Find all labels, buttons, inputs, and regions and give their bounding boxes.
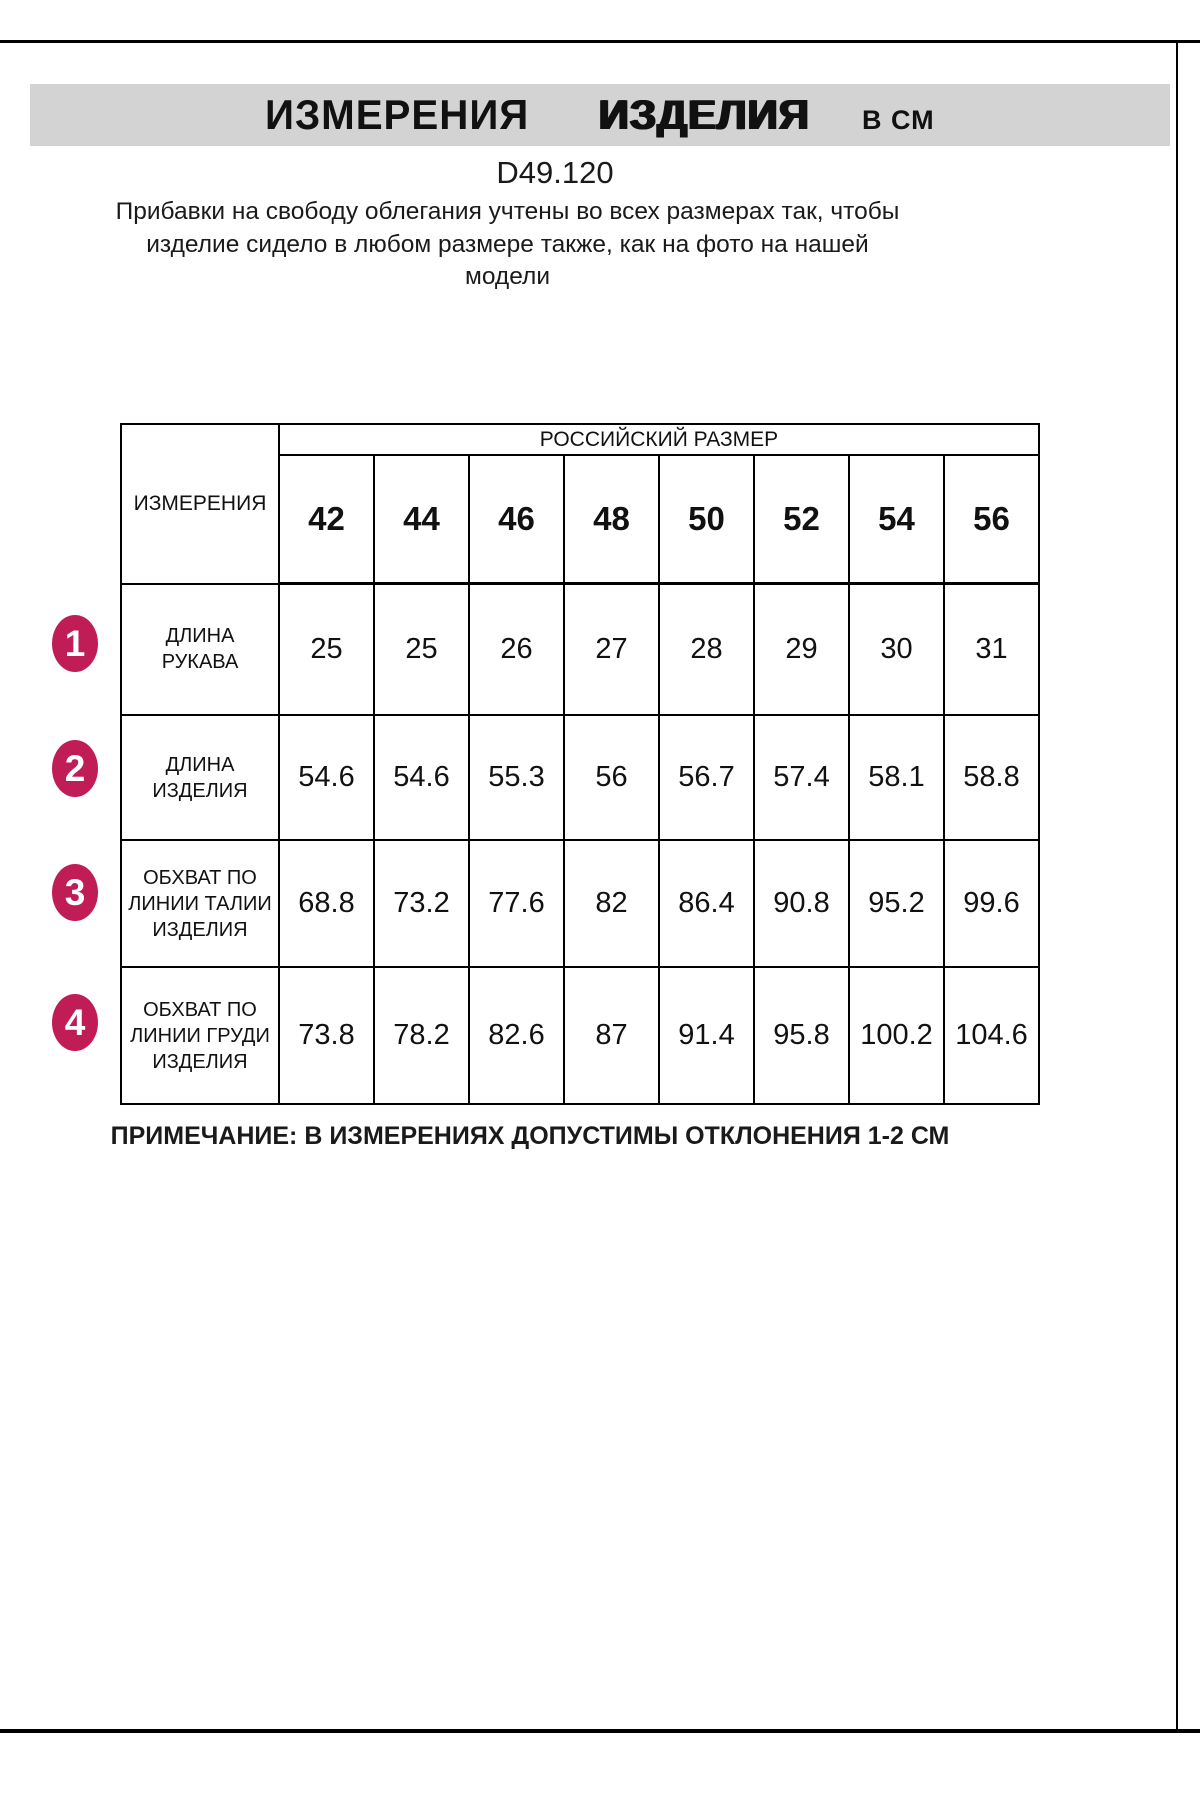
row-number-badge-3: 3: [52, 864, 98, 921]
size-header-50: 50: [659, 455, 754, 584]
article-code: D49.120: [496, 155, 614, 190]
value-cell: 86.4: [659, 840, 754, 967]
row-label: ОБХВАТ ПО ЛИНИИ ГРУДИ ИЗДЕЛИЯ: [121, 967, 279, 1104]
value-cell: 56: [564, 715, 659, 840]
table-row-chest-girth: [121, 967, 1039, 1104]
value-cell: 30: [849, 584, 944, 716]
value-cell: 29: [754, 584, 849, 716]
value-cell: 87: [564, 967, 659, 1104]
table-row-garment-length: [121, 715, 1039, 840]
value-cell: 95.2: [849, 840, 944, 967]
title-word-izmereniya: ИЗМЕРЕНИЯ: [265, 91, 530, 138]
tolerance-note: ПРИМЕЧАНИЕ: В ИЗМЕРЕНИЯХ ДОПУСТИМЫ ОТКЛОНЕНИЯ 1-2 СМ: [110, 1122, 950, 1150]
value-cell: 25: [374, 584, 469, 716]
fit-note-line-3: модели: [464, 263, 551, 291]
value-cell: 73.8: [279, 967, 374, 1104]
value-cell: 82.6: [469, 967, 564, 1104]
table-row-sleeve-length: [121, 584, 1039, 716]
value-cell: 28: [659, 584, 754, 716]
size-header-52: 52: [754, 455, 849, 584]
table-row-waist-girth: [121, 840, 1039, 967]
value-cell: 73.2: [374, 840, 469, 967]
fit-note-line-2: изделие сидело в любом размере также, как на фото на нашей: [146, 230, 869, 258]
value-cell: 55.3: [469, 715, 564, 840]
measurements-table: [120, 423, 1040, 1105]
title-word-izdeliya: ИЗДЕЛИЯ: [598, 91, 810, 138]
row-label: ДЛИНА РУКАВА: [121, 584, 279, 716]
size-header-42: 42: [279, 455, 374, 584]
size-header-44: 44: [374, 455, 469, 584]
value-cell: 99.6: [944, 840, 1039, 967]
value-cell: 82: [564, 840, 659, 967]
value-cell: 78.2: [374, 967, 469, 1104]
size-header-56: 56: [944, 455, 1039, 584]
row-label: ДЛИНА ИЗДЕЛИЯ: [121, 715, 279, 840]
value-cell: 91.4: [659, 967, 754, 1104]
fit-note-line-1: Прибавки на свободу облегания учтены во всех размерах так, чтобы: [115, 198, 900, 225]
value-cell: 58.8: [944, 715, 1039, 840]
title-banner-text: [265, 91, 934, 139]
value-cell: 68.8: [279, 840, 374, 967]
value-cell: 95.8: [754, 967, 849, 1104]
size-header-54: 54: [849, 455, 944, 584]
value-cell: 58.1: [849, 715, 944, 840]
row-number-badge-2: 2: [52, 740, 98, 797]
row-number-badge-1: 1: [52, 615, 98, 672]
value-cell: 27: [564, 584, 659, 716]
title-units-label: В СМ: [861, 105, 935, 135]
fit-note-paragraph: [55, 196, 960, 294]
value-cell: 25: [279, 584, 374, 716]
value-cell: 90.8: [754, 840, 849, 967]
page-frame-right-line: [1176, 40, 1178, 1733]
value-cell: 31: [944, 584, 1039, 716]
value-cell: 26: [469, 584, 564, 716]
russian-size-group-header: РОССИЙСКИЙ РАЗМЕР: [279, 424, 1039, 455]
corner-header-izmereniya: ИЗМЕРЕНИЯ: [121, 424, 279, 584]
size-header-46: 46: [469, 455, 564, 584]
value-cell: 54.6: [374, 715, 469, 840]
value-cell: 57.4: [754, 715, 849, 840]
value-cell: 54.6: [279, 715, 374, 840]
row-number-badge-4: 4: [52, 994, 98, 1051]
title-banner: [30, 84, 1170, 146]
value-cell: 77.6: [469, 840, 564, 967]
value-cell: 56.7: [659, 715, 754, 840]
value-cell: 104.6: [944, 967, 1039, 1104]
page-frame-top-line: [0, 40, 1200, 43]
size-header-48: 48: [564, 455, 659, 584]
page-frame-bottom-line: [0, 1729, 1200, 1733]
row-label: ОБХВАТ ПО ЛИНИИ ТАЛИИ ИЗДЕЛИЯ: [121, 840, 279, 967]
value-cell: 100.2: [849, 967, 944, 1104]
